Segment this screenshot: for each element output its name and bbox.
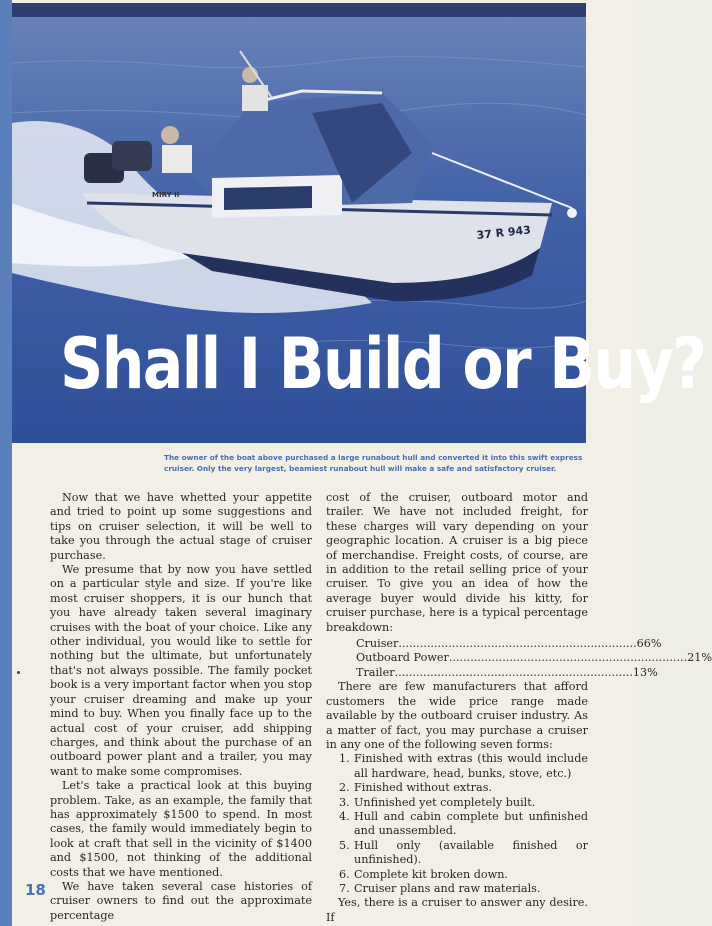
page-number: 18 <box>25 881 46 899</box>
breakdown-label: Outboard Power <box>356 651 449 665</box>
paragraph: There are few manufacturers that afford customers the wide price range made available by the outboard cruiser industry. As a matter of fact, you may purchase a cruiser in any one of the following seven forms: <box>326 680 588 751</box>
dot-leader <box>395 666 633 680</box>
breakdown-value: 66% <box>636 637 662 651</box>
hull-registration-text: 37 R 943 <box>475 223 532 242</box>
breakdown-label: Cruiser <box>356 637 399 651</box>
far-shoreline <box>12 3 586 17</box>
purchase-forms-list <box>326 752 588 896</box>
breakdown-label: Trailer <box>356 665 395 679</box>
paragraph: Now that we have whetted your appetite and tried to point up some suggestions and tips on cruiser selection, it will be well to take you through the actual stage of cruiser purchase. <box>50 491 312 562</box>
list-item: 7. Cruiser plans and raw materials. <box>339 881 541 895</box>
breakdown-row <box>356 651 712 665</box>
paragraph: We presume that by now you have settled on a particular style and size. If you're like most cruiser shoppers, it is our hunch that you have already taken several imaginary cruises with the boat of your choice. Like any other individual, you would like to settle for nothing but the ultimate, but unfortunately that's not always possible. The family pocket book is a very important factor when you stop your cruiser dreaming and make up your mind to buy. When you finally face up to the actual cost of your cruiser, add shipping charges, and think about the purchase of an outboard power plant and a trailer, you may want to make some compromises. <box>50 563 312 778</box>
caption-line-2: cruiser. Only the very largest, beamiest runabout hull will make a safe and satisfactory cruiser. <box>164 464 557 473</box>
breakdown-row <box>356 637 662 651</box>
right-column <box>326 491 712 925</box>
photo-caption <box>164 452 594 474</box>
paragraph: Yes, there is a cruiser to answer any desire. If <box>326 896 588 924</box>
caption-line-1: The owner of the boat above purchased a large runabout hull and converted it into this swift express <box>164 453 583 462</box>
page-binding-edge <box>0 0 12 926</box>
left-column <box>50 491 312 923</box>
breakdown-value: 21% <box>687 651 712 665</box>
breakdown-value: 13% <box>632 665 658 679</box>
paragraph: We have taken several case histories of cruiser owners to find out the approximate percentage <box>50 879 312 922</box>
boat-name-text: MIRY II <box>152 191 180 199</box>
list-item: 4. Hull and cabin complete but unfinished and unassembled. <box>339 809 588 838</box>
list-item: 5. Hull only (available finished or unfinished). <box>339 838 588 867</box>
paragraph: Let's take a practical look at this buying problem. Take, as an example, the family that has approximately $1500 to spend. In most cases, the family would immediately begin to look at craft that sell in the vicinity of $1400 and $1500, not thinking of the additional costs that we have mentioned. <box>50 779 312 879</box>
list-item: 2. Finished without extras. <box>339 781 492 795</box>
page-title: Shall I Build or Buy? <box>60 323 706 405</box>
list-item: 6. Complete kit broken down. <box>339 867 508 881</box>
driver-figure <box>161 126 179 144</box>
breakdown-row <box>356 665 658 680</box>
dot-leader <box>449 651 687 665</box>
margin-mark <box>17 671 20 674</box>
paragraph: cost of the cruiser, outboard motor and trailer. We have not included freight, for these charges will vary depending on your geographic location. A cruiser is a big piece of merchandise. Freight costs, of course, are in addition to the retail selling price of your cruiser. To give you an idea of how the average buyer would divide his kitty, for cruiser purchase, here is a typical percentage breakdown: <box>326 491 588 634</box>
list-item: 1. Finished with extras (this would include all hardware, head, bunks, stove, etc.) <box>339 752 588 780</box>
dot-leader <box>398 637 636 651</box>
list-item: 3. Unfinished yet completely built. <box>339 795 536 809</box>
percentage-breakdown <box>356 637 712 680</box>
speedboat-photo <box>12 3 706 443</box>
